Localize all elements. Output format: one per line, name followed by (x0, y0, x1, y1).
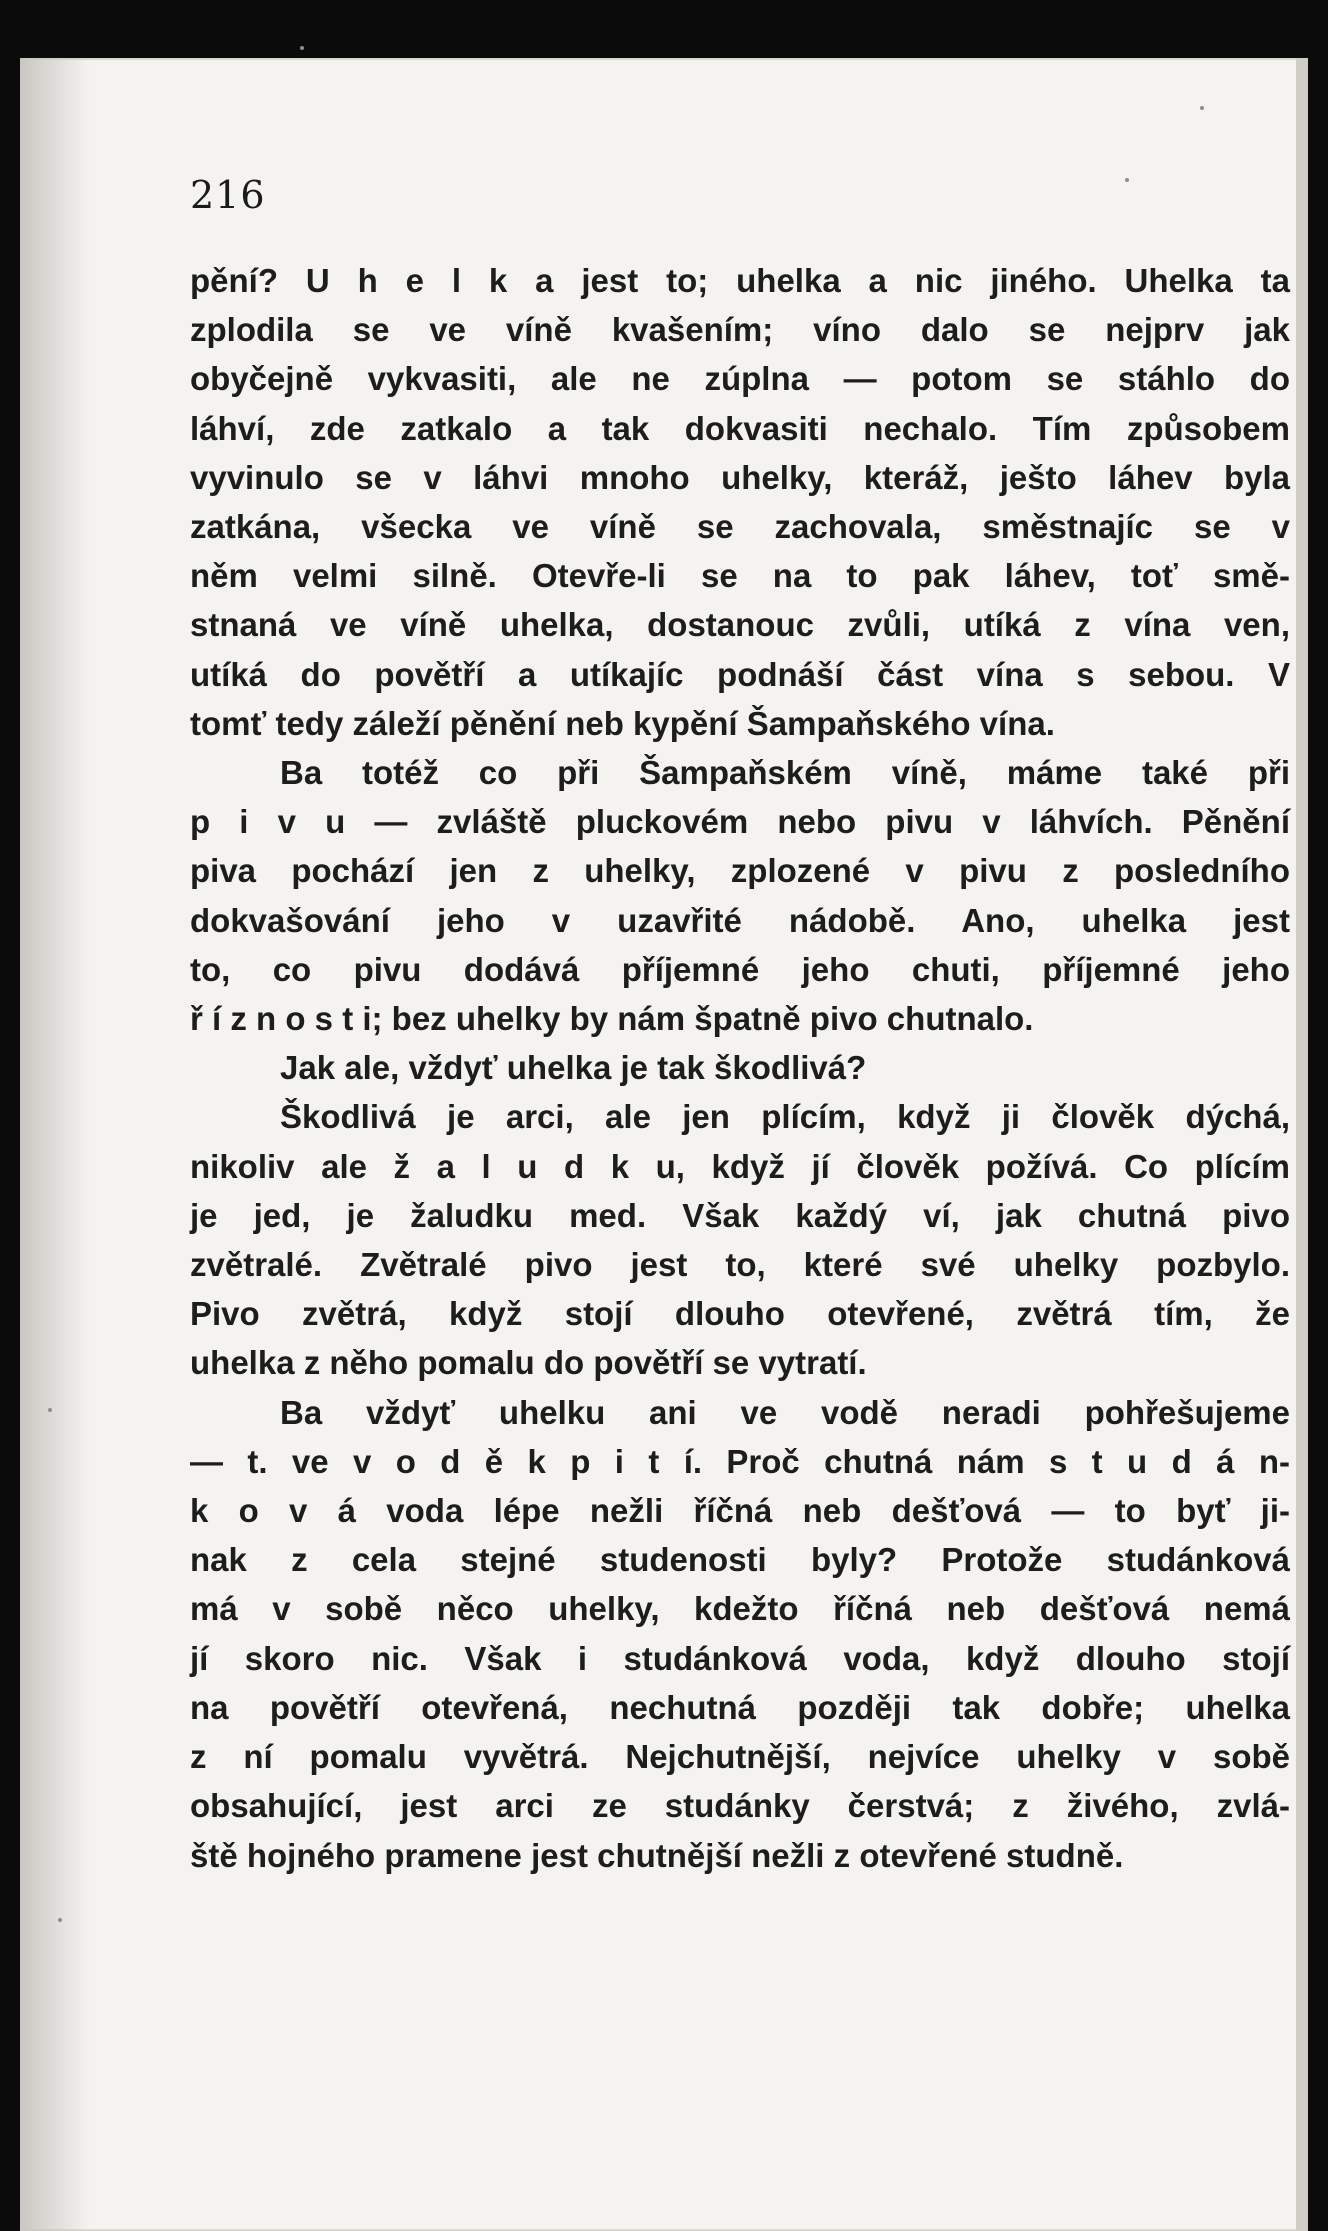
text-line: nak z cela stejné studenosti byly? Protože studánková (190, 1541, 1290, 1579)
text-line: tomť tedy záleží pěnění neb kypění Šampaňského vína. (190, 704, 1055, 742)
print-speck (1125, 178, 1129, 182)
text-line: k o v á voda lépe nežli říčná neb dešťová — to byť ji- (190, 1492, 1290, 1530)
print-speck (300, 46, 304, 50)
body-text (190, 256, 1290, 1880)
text-line: Ba totéž co při Šampaňském víně, máme také při (280, 754, 1290, 792)
text-line: Jak ale, vždyť uhelka je tak škodlivá? (280, 1049, 867, 1087)
print-speck (1200, 106, 1204, 110)
print-speck (48, 1408, 52, 1412)
page-gutter-shadow (20, 58, 90, 2231)
text-line: p i v u — zvláště pluckovém nebo pivu v láhvích. Pěnění (190, 803, 1290, 841)
text-line: vyvinulo se v láhvi mnoho uhelky, kteráž, ješto láhev byla (190, 458, 1290, 496)
book-page (20, 58, 1308, 2231)
text-line: obyčejně vykvasiti, ale ne zúplna — potom se stáhlo do (190, 360, 1290, 398)
text-line: piva pochází jen z uhelky, zplozené v pivu z posledního (190, 852, 1290, 890)
text-line: ště hojného pramene jest chutnější nežli z otevřené studně. (190, 1836, 1124, 1874)
text-line: zplodila se ve víně kvašením; víno dalo se nejprv jak (190, 311, 1290, 349)
text-line: jí skoro nic. Však i studánková voda, když dlouho stojí (190, 1639, 1290, 1677)
text-line: pění? U h e l k a jest to; uhelka a nic jiného. Uhelka ta (190, 262, 1290, 299)
text-line: z ní pomalu vyvětrá. Nejchutnější, nejvíce uhelky v sobě (190, 1738, 1290, 1776)
text-line: ř í z n o s t i; bez uhelky by nám špatně pivo chutnalo. (190, 1000, 1034, 1038)
text-line: obsahující, jest arci ze studánky čerstvá; z živého, zvlá- (190, 1787, 1290, 1825)
text-line: má v sobě něco uhelky, kdežto říčná neb dešťová nemá (190, 1590, 1290, 1628)
text-line: dokvašování jeho v uzavřité nádobě. Ano, uhelka jest (190, 901, 1290, 939)
text-line: zatkána, všecka ve víně se zachovala, směstnajíc se v (190, 508, 1290, 546)
text-line: utíká do povětří a utíkajíc podnáší část vína s sebou. V (190, 655, 1290, 693)
text-line: Ba vždyť uhelku ani ve vodě neradi pohřešujeme (280, 1393, 1290, 1431)
text-line: stnaná ve víně uhelka, dostanouc zvůli, utíká z vína ven, (190, 606, 1290, 644)
text-line: láhví, zde zatkalo a tak dokvasiti nechalo. Tím způsobem (190, 409, 1290, 447)
text-line: — t. ve v o d ě k p i t í. Proč chutná nám s t u d á n- (190, 1442, 1290, 1480)
text-line: je jed, je žaludku med. Však každý ví, jak chutná pivo (190, 1196, 1290, 1234)
text-line: to, co pivu dodává příjemné jeho chuti, příjemné jeho (190, 950, 1290, 988)
text-line: Škodlivá je arci, ale jen plícím, když ji člověk dýchá, (280, 1098, 1290, 1136)
text-line: nikoliv ale ž a l u d k u, když jí člověk požívá. Co plícím (190, 1147, 1290, 1185)
text-line: na povětří otevřená, nechutná později tak dobře; uhelka (190, 1688, 1290, 1726)
print-speck (58, 1918, 62, 1922)
text-line: něm velmi silně. Otevře-li se na to pak láhev, toť smě- (190, 557, 1290, 595)
text-line: uhelka z něho pomalu do povětří se vytratí. (190, 1344, 867, 1382)
page-edge (1296, 58, 1308, 2231)
text-line: zvětralé. Zvětralé pivo jest to, které své uhelky pozbylo. (190, 1246, 1290, 1284)
text-line: Pivo zvětrá, když stojí dlouho otevřené, zvětrá tím, že (190, 1295, 1290, 1333)
page-number: 216 (190, 173, 266, 217)
